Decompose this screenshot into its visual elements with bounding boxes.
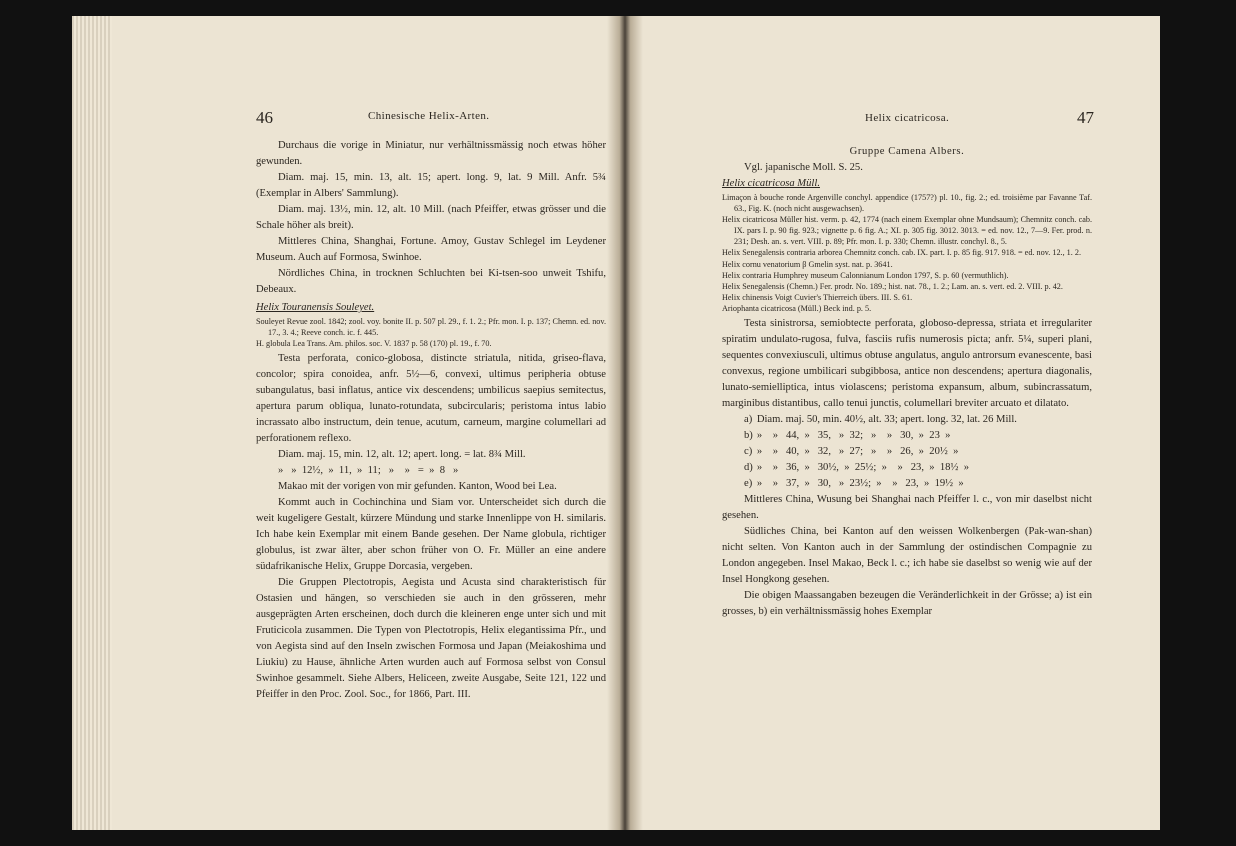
synonym: Helix cicatricosa Müller hist. verm. p. 42, 1774 (nach einem Exemplar ohne Mundsaum); Chemnitz conch. cab. IX. pars I. p. 90 fig. 923.; vignette p. 6 fig. A.; XI. p. 305 fig. 3012. 3013. = ed. nov. 12., 7—9. Fer. prod. n. 231; Desh. an. s. vert. VIII. p. 89; Pfr. mon. I. p. 330; Chemn. illustr. conchyl. 8., 5. — [722, 215, 1092, 247]
page-number: 47 — [1077, 108, 1094, 127]
measurement-row — [744, 444, 1021, 460]
row-values: Diam. maj. 50, min. 40½, alt. 33; apert. long. 32, lat. 26 Mill. — [756, 414, 1017, 426]
row-label: e) — [744, 478, 753, 490]
paragraph: Diam. maj. 13½, min. 12, alt. 10 Mill. (nach Pfeiffer, etwas grösser und die Schale höher als breit). — [256, 204, 606, 231]
paragraph: Kommt auch in Cochinchina und Siam vor. Unterscheidet sich durch die weit kugeligere Gestalt, kürzere Mündung und starke Innenlippe von H. similaris. Ich habe kein Exemplar mit einem Bande gesehen. Der Name globula, richtiger globulus, ist zwar älter, aber schon früher von O. Fr. Müller an eine andere südafrikanische Helix, Gruppe Dorcasia, vergeben. — [256, 497, 606, 573]
row-values: » » 37, » 30, » 23½; » » 23, » 19½ » — [756, 478, 964, 490]
synonym: Helix chinensis Voigt Cuvier's Thierreich übers. III. S. 61. — [722, 292, 913, 302]
latin-description: Testa perforata, conico-globosa, distincte striatula, nitida, griseo-flava, concolor; spira conoidea, anfr. 5½—6, convexi, ultimus peripheria obtuse subangulatus, basi inflatus, antice vix descendens; umbilicus saepius semitectus, apertura parum obliqua, lunato-rotundata, subcircularis; peristoma intus labio incrassato albo instructum, dein tenue, acutum, carneum, margine columellari ad perforationem reflexo. — [256, 353, 606, 445]
right-text-column — [722, 144, 1092, 620]
row-label: a) — [744, 414, 753, 426]
locality: Makao mit der vorigen von mir gefunden. Kanton, Wood bei Lea. — [278, 481, 557, 493]
left-text-column — [256, 138, 606, 703]
paragraph: Durchaus die vorige in Miniatur, nur verhältnissmässig noch etwas höher gewunden. — [256, 140, 606, 167]
book-gutter — [607, 16, 643, 830]
running-head: Chinesische Helix-Arten. — [368, 110, 490, 122]
species-title: Helix cicatricosa Müll. — [722, 178, 820, 189]
reference: Vgl. japanische Moll. S. 25. — [744, 162, 863, 173]
page-number: 46 — [256, 108, 273, 127]
synonym: Helix cornu venatorium β Gmelin syst. nat. p. 3641. — [722, 259, 893, 269]
measurement-row — [744, 460, 1021, 476]
row-values: » » 40, » 32, » 27; » » 26, » 20½ » — [756, 446, 959, 458]
right-page — [625, 16, 1160, 830]
paragraph: Südliches China, bei Kanton auf den weissen Wolkenbergen (Pak-wan-shan) nicht selten. Von Kanton auch in der Sammlung der ostindischen Compagnie zu London angegeben. Insel Makao, Beck l. c.; ich habe sie daselbst so wenig wie auf der Insel Hongkong gesehen. — [722, 526, 1092, 586]
paragraph: Diam. maj. 15, min. 13, alt. 15; apert. long. 9, lat. 9 Mill. Anfr. 5¾ (Exemplar in Albers' Sammlung). — [256, 172, 606, 199]
row-label: c) — [744, 446, 753, 458]
group-heading: Gruppe Camena Albers. — [849, 146, 965, 157]
measurement-row — [744, 428, 1021, 444]
synonym: Helix Senegalensis (Chemn.) Fer. prodr. No. 189.; hist. nat. 78., 1. 2.; Lam. an. s. vert. ed. 2. VIII. p. 42. — [722, 281, 1063, 291]
latin-description: Testa sinistrorsa, semiobtecte perforata, globoso-depressa, striata et irregulariter spiratim undulato-rugosa, fulva, fasciis rufis numerosis picta; anfr. 5¼, superi plani, sequentes convexiusculi, ultimus obtuse angulatus, angulo antrorsum evanescente, basi convexus, regione umbilicari subgibbosa, antice non descendens; apertura diagonalis, lunato-semielliptica, intus violascens; peristoma expansum, album, subincrassatum, marginibus distantibus, callo tenui junctis, columellari breviter arcuato et dilatato. — [722, 318, 1092, 410]
measurement-table — [744, 412, 1021, 492]
synonym: Helix contraria Humphrey museum Calonnianum London 1797, S. p. 60 (vermuthlich). — [722, 270, 1009, 280]
synonym: H. globula Lea Trans. Am. philos. soc. V. 1837 p. 58 (170) pl. 19., f. 70. — [256, 339, 492, 349]
paragraph: Die obigen Maassangaben bezeugen die Veränderlichkeit in der Grösse; a) ist ein grosses, b) ein verhältnissmässig hohes Exemplar — [722, 590, 1092, 618]
row-values: » » 36, » 30½, » 25½; » » 23, » 18½ » — [756, 462, 969, 474]
synonym: Helix Senegalensis contraria arborea Chemnitz conch. cab. IX. part. I. p. 85 fig. 917. 918. = ed. nov. 12., 1. 2. — [722, 248, 1082, 258]
measurement-row — [744, 412, 1021, 428]
left-page — [72, 16, 625, 830]
measurement-row — [744, 476, 1021, 492]
species-title: Helix Touranensis Souleyet. — [256, 302, 375, 313]
measurement: » » 12½, » 11, » 11; » » = » 8 » — [278, 465, 459, 477]
paragraph: Mittleres China, Shanghai, Fortune. Amoy, Gustav Schlegel im Leydener Museum. Auch auf Formosa, Swinhoe. — [256, 236, 606, 263]
row-values: » » 44, » 35, » 32; » » 30, » 23 » — [756, 430, 951, 442]
synonym: Limaçon à bouche ronde Argenville conchyl. appendice (1757?) pl. 10., fig. 2.; ed. troisième par Favanne Taf. 63., Fig. K. (noch nicht ausgewachsen). — [722, 193, 1092, 214]
paragraph: Nördliches China, in trocknen Schluchten bei Ki-tsen-soo unweit Tshifu, Debeaux. — [256, 268, 606, 295]
row-label: b) — [744, 430, 753, 442]
row-label: d) — [744, 462, 753, 474]
open-book — [72, 16, 1160, 830]
synonym: Ariophanta cicatricosa (Müll.) Beck ind. p. 5. — [722, 303, 872, 313]
synonym: Souleyet Revue zool. 1842; zool. voy. bonite II. p. 507 pl. 29., f. 1. 2.; Pfr. mon. I. p. 137; Chemn. ed. nov. 17., 3. 4.; Reeve conch. ic. f. 445. — [256, 317, 606, 338]
running-head: Helix cicatricosa. — [865, 112, 950, 124]
measurement: Diam. maj. 15, min. 12, alt. 12; apert. long. = lat. 8¾ Mill. — [278, 449, 526, 461]
paragraph: Die Gruppen Plectotropis, Aegista und Acusta sind charakteristisch für Ostasien und hängen, so verschieden sie auch in den grösseren, mehr ausgeprägten Arten erscheinen, doch durch die kleineren enge unter sich und mit Fruticicola zusammen. Die Typen von Plectotropis, Helix elegantissima Pfr., und von Aegista sind auf den Inseln zwischen Formosa und Japan (Meiakoshima und Liukiu) zu Hause, ähnliche Arten wurden auch auf Formosa selbst von Consul Swinhoe gesammelt. Siehe Albers, Heliceen, zweite Ausgabe, Seite 121, 122 und Pfeiffer in den Proc. Zool. Soc., for 1866, Part. III. — [256, 577, 606, 701]
paragraph: Mittleres China, Wusung bei Shanghai nach Pfeiffer l. c., von mir daselbst nicht gesehen. — [722, 494, 1092, 522]
